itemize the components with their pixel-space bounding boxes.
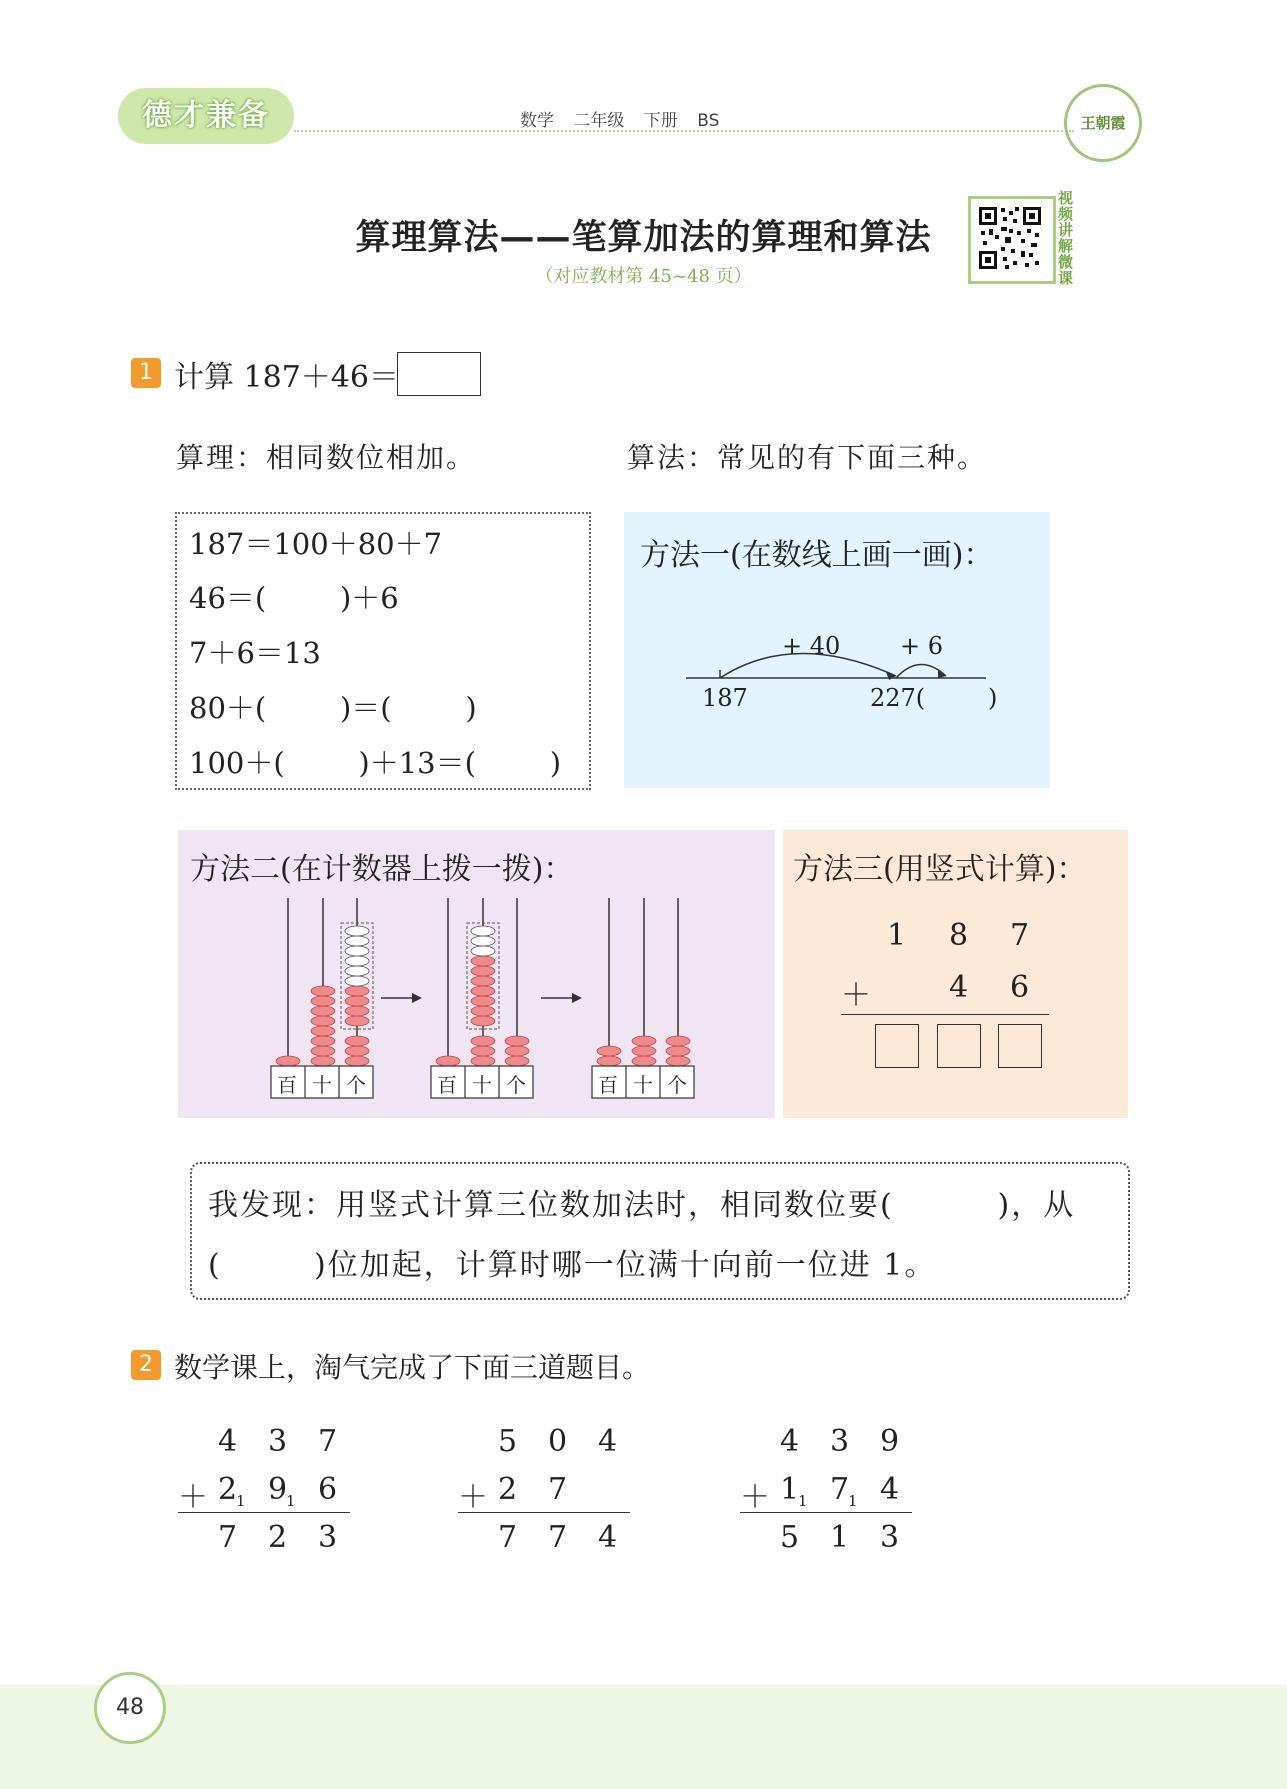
bottom-digit: 7 [548,1472,568,1507]
bottom-digit: 4 [880,1472,900,1507]
question-2-prompt: 数学课上，淘气完成了下面三道题目。 [174,1351,651,1384]
result-digit: 3 [880,1520,900,1555]
place-label-hundreds: 百 [277,1073,297,1097]
number-line-start: 187 [702,684,748,712]
method-label: 算法：常见的有下面三种。 [627,441,988,474]
top-digit: 5 [498,1424,518,1459]
discovery-box [190,1162,1130,1300]
result-digit: 5 [780,1520,800,1555]
qr-label: 视频讲解微课 [1058,189,1074,287]
principle-line-1: 187＝100＋80＋7 [189,527,443,561]
answer-rule [740,1512,912,1513]
jump-label-6: + 6 [900,632,944,660]
principle-box [175,512,591,790]
problem-3 [740,1420,920,1560]
vertical-digit: 8 [949,918,969,953]
result-digit: 1 [830,1520,850,1555]
top-digit: 0 [548,1424,568,1459]
method1-panel [624,512,1050,788]
header-info: 数学 二年级 下册 BS [520,111,720,131]
vertical-digit: 7 [1010,918,1030,953]
method1-title: 方法一(在数线上画一画)： [640,538,994,573]
place-label-ones: 个 [346,1073,366,1097]
jump-label-40: + 40 [782,632,841,660]
carry-digit: 1 [286,1492,296,1510]
vertical-plus: ＋ [841,978,871,1013]
bottom-digit: 2 [218,1472,238,1507]
top-digit: 3 [268,1424,288,1459]
page-subtitle: （对应教材第 45~48 页） [535,266,752,287]
place-label-hundreds: 百 [598,1073,618,1097]
result-digit: 2 [268,1520,288,1555]
result-digit: 7 [498,1520,518,1555]
top-digit: 4 [218,1424,238,1459]
place-label-ones: 个 [667,1073,687,1097]
answer-rule [458,1512,630,1513]
result-digit: 4 [598,1520,618,1555]
method2-title: 方法二(在计数器上拨一拨)： [190,852,574,887]
answer-rule [178,1512,350,1513]
principle-line-2: 46＝( )＋6 [189,581,399,615]
vertical-answer-box[interactable] [998,1024,1042,1068]
bottom-digit: 2 [498,1472,518,1507]
vertical-digit: 6 [1010,970,1030,1005]
method3-title: 方法三(用竖式计算)： [793,852,1087,887]
principle-line-4: 80＋( )＝( ) [189,691,477,725]
bottom-digit: 6 [318,1472,338,1507]
place-label-tens: 十 [633,1073,653,1097]
problem-1 [178,1420,358,1560]
top-digit: 9 [880,1424,900,1459]
page-title: 算理算法——笔算加法的算理和算法 [355,218,932,258]
discovery-line-1: 我发现：用竖式计算三位数加法时，相同数位要( )，从 [208,1188,1076,1223]
result-digit: 7 [218,1520,238,1555]
result-digit: 7 [548,1520,568,1555]
result-digit: 3 [318,1520,338,1555]
question-1-prompt: 计算 187＋46＝ [174,360,399,395]
qr-code-icon[interactable] [977,205,1043,271]
question-2-badge: 2 [131,1350,161,1380]
vertical-answer-box[interactable] [875,1024,919,1068]
principle-label: 算理：相同数位相加。 [176,441,477,474]
q1-answer-box[interactable] [397,352,481,396]
place-label-ones: 个 [506,1073,526,1097]
vertical-answer-box[interactable] [937,1024,981,1068]
carry-digit: 1 [848,1492,858,1510]
question-1-badge: 1 [131,358,161,388]
place-label-tens: 十 [472,1073,492,1097]
bottom-digit: 1 [780,1472,800,1507]
footer-band [0,1685,1287,1789]
principle-line-5: 100＋( )＋13＝( ) [189,746,562,780]
problem-2 [458,1420,638,1560]
brand-logo: 德才兼备 [118,88,294,144]
principle-line-3: 7＋6＝13 [189,636,321,670]
number-line-mid: 227( [870,684,926,712]
page-number: 48 [94,1672,166,1744]
plus-sign: ＋ [458,1480,488,1515]
discovery-line-2: ( )位加起，计算时哪一位满十向前一位进 1。 [208,1248,937,1283]
bottom-digit: 7 [830,1472,850,1507]
top-digit: 4 [780,1424,800,1459]
publisher-seal: 王朝霞 [1064,84,1142,162]
plus-sign: ＋ [178,1480,208,1515]
plus-sign: ＋ [740,1480,770,1515]
carry-digit: 1 [236,1492,246,1510]
top-digit: 3 [830,1424,850,1459]
top-digit: 7 [318,1424,338,1459]
vertical-rule [841,1014,1049,1015]
vertical-digit: 1 [887,918,907,953]
carry-digit: 1 [798,1492,808,1510]
top-digit: 4 [598,1424,618,1459]
method3-panel [783,830,1128,1118]
number-line-end-paren[interactable]: ) [988,684,998,712]
place-label-tens: 十 [312,1073,332,1097]
vertical-digit: 4 [949,970,969,1005]
bottom-digit: 9 [268,1472,288,1507]
place-label-hundreds: 百 [437,1073,457,1097]
method2-panel [178,830,775,1118]
